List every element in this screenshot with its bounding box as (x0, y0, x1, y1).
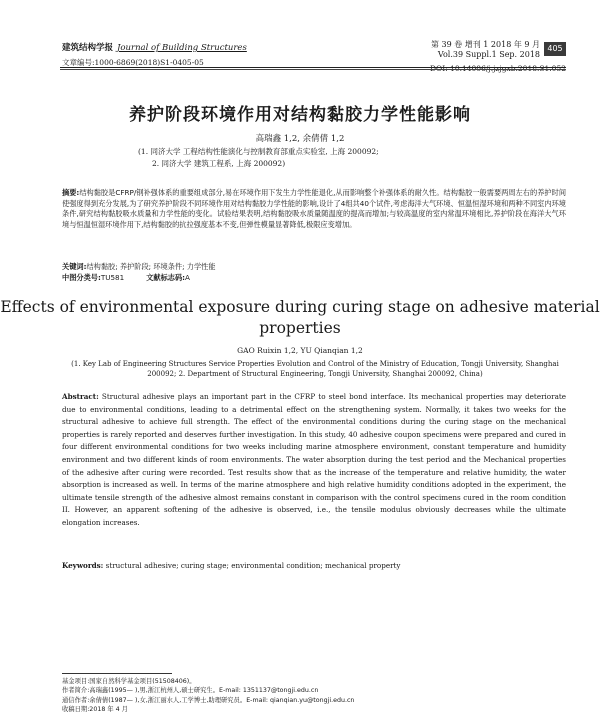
affiliation-cn-2: 2. 同济大学 建筑工程系, 上海 200092) (152, 159, 286, 168)
header-rule-thin (60, 69, 566, 70)
title-en: Effects of environmental exposure during curing stage on adhesive material properties (0, 298, 600, 337)
footnote-received: 收稿日期:2018 年 4 月 (62, 705, 128, 713)
class-label: 中图分类号: (62, 273, 101, 282)
journal-name-cn: 建筑结构学报 (62, 43, 114, 53)
abstract-en-text: Structural adhesive plays an important part in the CFRP to steel bond interface. Its mechanical properties may deteriorate due to environmental conditions, leading to a detrimental effect on the strengthening system. Normally, it takes two weeks for the structural adhesive to achieve full strength. The effect of the environmental conditions during the curing stage on the mechanical properties is rarely reported and deserves further investigation. In this study, 40 adhesive coupon specimens were prepared and cured in four different environmental conditions for two weeks including marine atmosphere environment, constant temperature and humidity environment and two different kinds of room environments. The water absorption during the test period and the Mechanical properties of the adhesive after curing were recorded. Test results show that as the increase of the temperature and relative humidity, the water absorption is increased as well. In terms of the marine atmosphere and high relative humidity conditions adopted in the experiment, the ultimate tensile strength of the adhesive almost remains constant in comparison with the control specimens cured in the room condition II. However, an apparent softening of the adhesive is observed, i.e., the tensile modulus obviously decreases while the ultimate elongation increases. (62, 392, 566, 527)
page-number-badge: 405 (544, 42, 566, 56)
volume-en: Vol.39 Suppl.1 Sep. 2018 (437, 50, 540, 59)
doi: DOI: 10.14006/j.jzjgxb.2018.S1.052 (430, 64, 566, 73)
keywords-en-label: Keywords: (62, 561, 104, 570)
footnote-author: 作者简介:高瑞鑫(1995— ),男,浙江杭州人,硕士研究生。E-mail: 1351137@tongji.edu.cn (62, 687, 319, 695)
keywords-cn (62, 262, 566, 272)
journal-name-en: Journal of Building Structures (117, 43, 247, 53)
abstract-cn-label: 摘要: (62, 188, 80, 197)
footnote-funding: 基金项目:国家自然科学基金项目(51508406)。 (62, 678, 196, 685)
keywords-en (62, 561, 566, 570)
abstract-cn (62, 188, 566, 230)
affiliation-cn-1: (1. 同济大学 工程结构性能演化与控制教育部重点实验室, 上海 200092; (138, 147, 379, 156)
doc-code-value: A (185, 273, 190, 282)
affiliations-en: (1. Key Lab of Engineering Structures Service Properties Evolution and Control of the Ministry of Education, Tongji University, Shanghai 200092; 2. Department of Structural Engineering, Tongji University, Shanghai 200092, China) (71, 360, 559, 378)
article-number: 文章编号:1000-6869(2018)S1-0405-05 (62, 58, 204, 67)
footnote-rule (62, 673, 172, 674)
footnotes (62, 677, 566, 714)
class-value: TU581 (100, 273, 125, 282)
doc-code-label: 文献标志码: (146, 273, 185, 282)
abstract-cn-text: 结构黏胶是CFRP/钢补强体系的重要组成部分,易在环境作用下发生力学性能退化,从而影响整个补强体系的耐久性。结构黏胶一般需要两周左右的养护时间使强度得到充分发展,为了研究养护阶段不同环境作用对结构黏胶力学性能的影响,设计了4组共40个试件,考虑海洋大气环境、恒温恒湿环境和两种不同室内环境条件,研究结构黏胶吸水质量和力学性能的变化。试验结果表明,结构黏胶吸水质量随温度的提高而增加;与较高温度的室内常温环境相比,养护阶段在海洋大气环境与恒温恒湿环境作用下,结构黏胶的抗拉强度基本不变,但弹性模量显著降低,极限应变增加。 (62, 188, 567, 229)
authors-cn: 高瑞鑫 1,2, 余倩倩 1,2 (255, 134, 345, 144)
volume-cn: 第 39 卷 增刊 1 2018 年 9 月 (430, 40, 540, 49)
abstract-en-label: Abstract: (62, 392, 99, 401)
journal-header (62, 43, 247, 68)
keywords-en-text: structural adhesive; curing stage; environmental condition; mechanical property (105, 561, 401, 570)
affiliations-cn (138, 146, 518, 170)
abstract-en (62, 391, 566, 530)
classification (62, 273, 566, 283)
authors-en: GAO Ruixin 1,2, YU Qianqian 1,2 (237, 346, 363, 355)
footnote-corresponding: 通信作者:余倩倩(1987— ),女,浙江丽水人,工学博士,助理研究员。E-mail: qianqian.yu@tongji.edu.cn (62, 696, 355, 704)
title-cn: 养护阶段环境作用对结构黏胶力学性能影响 (129, 105, 471, 125)
header-rule (60, 67, 566, 68)
keywords-cn-text: 结构黏胶; 养护阶段; 环境条件; 力学性能 (86, 262, 216, 271)
keywords-cn-label: 关键词: (62, 262, 87, 271)
